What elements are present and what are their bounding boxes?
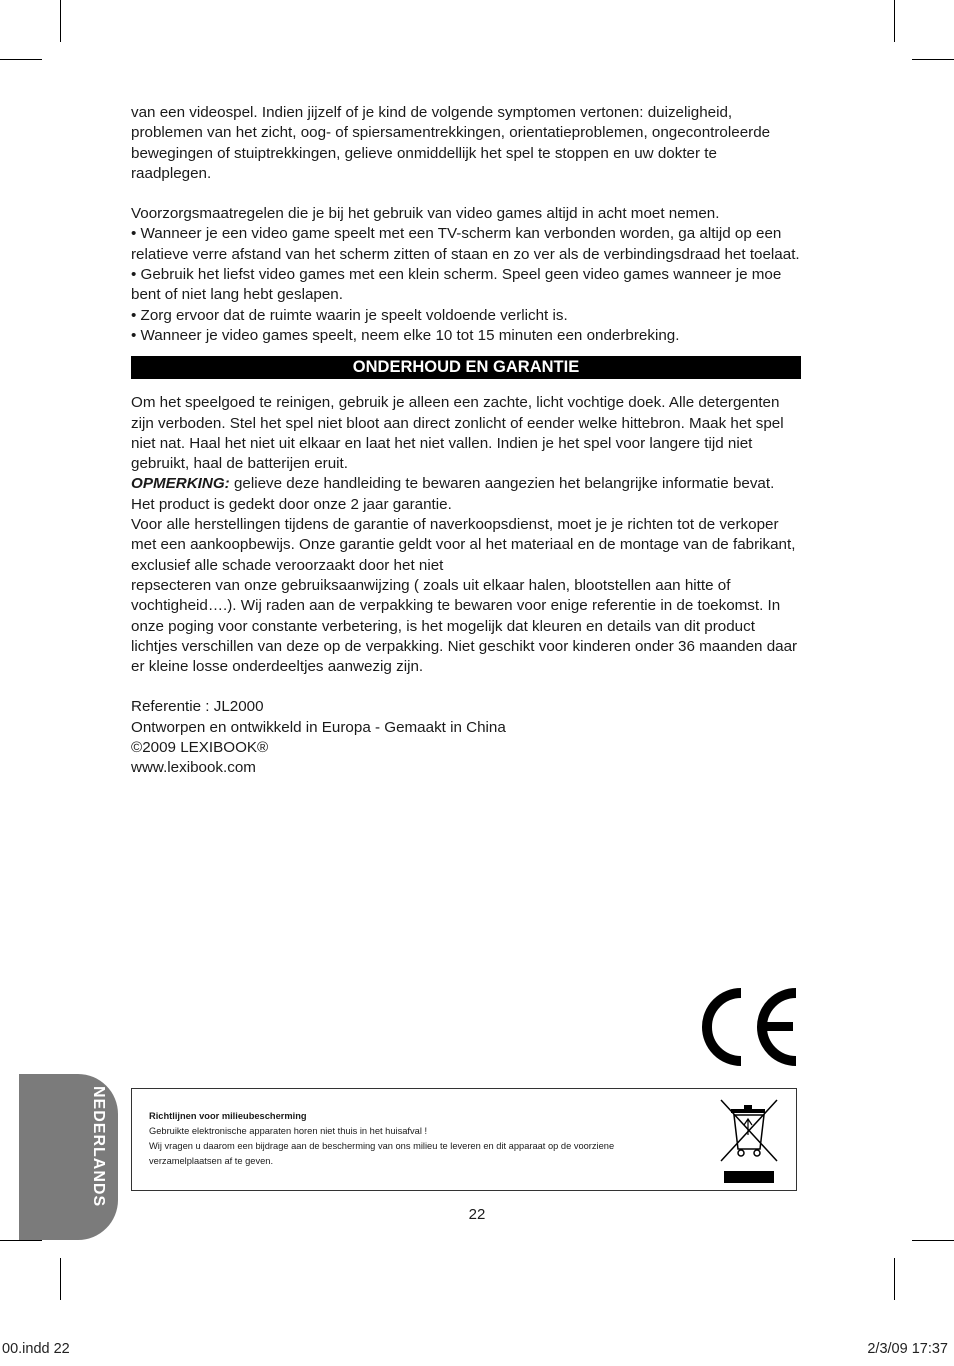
designed-line: Ontworpen en ontwikkeld in Europa - Gemaakt in China: [131, 718, 506, 736]
crop-mark: [912, 1240, 954, 1241]
page-number: 22: [468, 1206, 486, 1223]
crop-mark: [0, 1240, 42, 1241]
print-slug-file: 00.indd 22: [2, 1341, 70, 1357]
crop-mark: [912, 59, 954, 60]
crop-mark: [894, 1258, 895, 1300]
crop-mark: [60, 1258, 61, 1300]
section-heading: ONDERHOUD EN GARANTIE: [131, 356, 801, 379]
note-text: gelieve deze handleiding te bewaren aangezien het belangrijke informatie bevat.: [229, 475, 775, 493]
repair-paragraph: Voor alle herstellingen tijdens de garantie of naverkoopsdienst, moet je je richten tot de verkoper met een aankoopbewijs. Onze garantie geldt voor al het materiaal en de montage van de fabrikant, exclusief alle schade veroorzaakt door het niet: [131, 516, 796, 574]
copyright-line: ©2009 LEXIBOOK®: [131, 739, 269, 757]
crossed-out-wheelie-bin-icon: [717, 1097, 781, 1185]
spacer: [131, 184, 801, 204]
crop-mark: [894, 0, 895, 42]
note-paragraph: [131, 474, 801, 494]
environment-text: [149, 1109, 689, 1169]
crop-mark: [60, 0, 61, 42]
intro-paragraph: van een videospel. Indien jijzelf of je kind de volgende symptomen vertonen: duizeligheid, problemen van het zicht, oog- of spiersamentrekkingen, orientatieproblemen, ongecontroleerde bewegingen of stuiptrekkingen, gelieve onmiddellijk het spel te stoppen en uw dokter te raadplegen.: [131, 104, 771, 182]
warranty-line: Het product is gedekt door onze 2 jaar garantie.: [131, 495, 452, 513]
bullet-item: • Wanneer je video games speelt, neem elke 10 tot 15 minuten een onderbreking.: [131, 326, 680, 344]
environment-notice: [131, 1088, 797, 1191]
bullet-item: • Zorg ervoor dat de ruimte waarin je speelt voldoende verlicht is.: [131, 306, 568, 324]
reference-line: Referentie : JL2000: [131, 698, 264, 716]
spacer: [131, 677, 801, 697]
ce-mark-icon: [693, 988, 801, 1066]
bullet-item: • Gebruik het liefst video games met een klein scherm. Speel geen video games wanneer je moe bent of niet lang hebt geslapen.: [131, 266, 782, 304]
note-label: OPMERKING:: [131, 475, 230, 493]
environment-title: Richtlijnen voor milieubescherming: [149, 1111, 307, 1121]
crop-mark: [0, 59, 42, 60]
repair-paragraph-continued: repsecteren van onze gebruiksaanwijzing ( zoals uit elkaar halen, blootstellen aan hitte of vochtigheid….). Wij raden aan de verpakking te bewaren voor enige referentie in de toekomst. In onze poging voor constante verbetering, is het mogelijk dat kleuren en details van dit product lichtjes verschillen van deze op de verpakking. Niet geschikt voor kinderen onder 36 maanden daar er kleine losse onderdeeltjes aanwezig zijn.: [131, 576, 798, 676]
precautions-title: Voorzorgsmaatregelen die je bij het gebruik van video games altijd in acht moet nemen.: [131, 205, 720, 223]
environment-line: Gebruikte elektronische apparaten horen niet thuis in het huisafval !: [149, 1126, 428, 1136]
language-tab-label: NEDERLANDS: [90, 1086, 107, 1208]
cleaning-paragraph: Om het speelgoed te reinigen, gebruik je alleen een zachte, licht vochtige doek. Alle detergenten zijn verboden. Stel het spel niet bloot aan direct zonlicht of eender welke hittebron. Maak het spel niet nat. Haal het niet uit elkaar en laat het niet vallen. Indien je het spel voor langere tijd niet gebruikt, haal de batterijen eruit.: [131, 394, 784, 473]
print-slug-date: 2/3/09 17:37: [867, 1341, 948, 1357]
bullet-item: • Wanneer je een video game speelt met een TV-scherm kan verbonden worden, ga altijd op een relatieve verre afstand van het scherm zitten of staan en zo ver als de verbindingsdraad het toelaat.: [131, 225, 800, 263]
main-content: [131, 103, 801, 779]
environment-line: Wij vragen u daarom een bijdrage aan de bescherming van ons milieu te leveren en dit apparaat op de voorziene verzamelplaatsen af te geven.: [149, 1141, 615, 1166]
website-link[interactable]: www.lexibook.com: [131, 759, 256, 777]
